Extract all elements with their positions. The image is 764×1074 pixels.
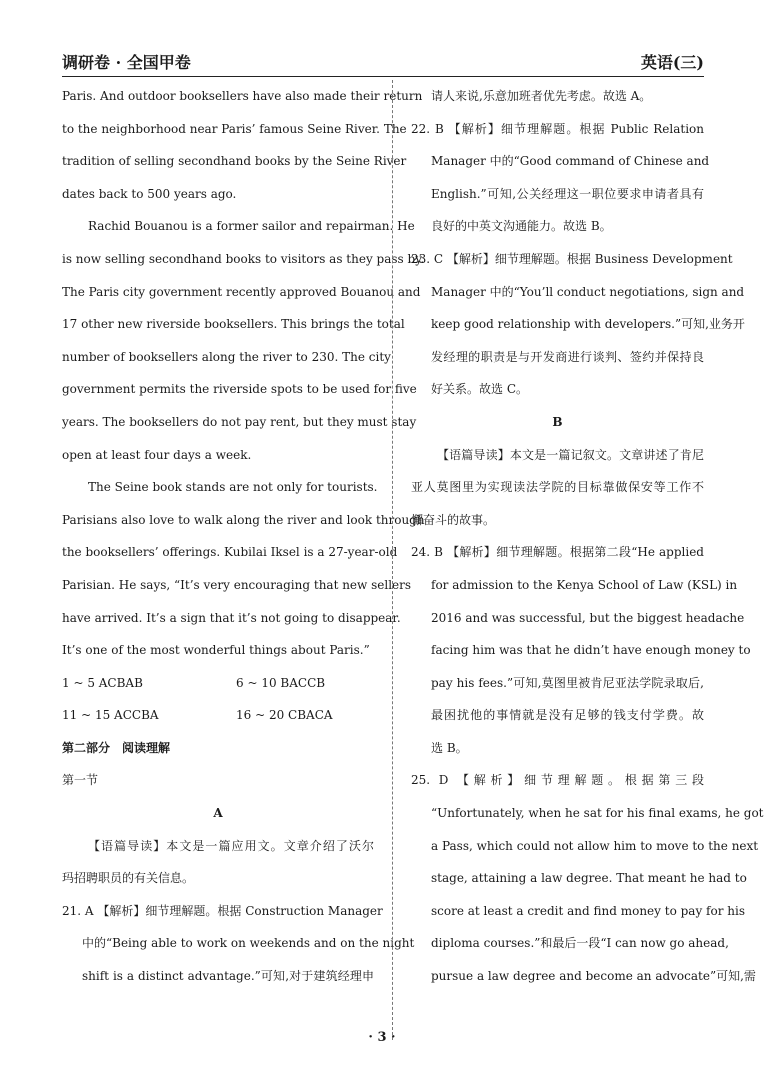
text-line: 23. C 【解析】细节理解题。根据 Business Development [411, 251, 733, 266]
text-line: number of booksellers along the river to 230. The city [62, 349, 391, 364]
column-divider [392, 80, 393, 1040]
text-line: 第一节 [62, 773, 99, 788]
text-line: pay his fees.”可知,莫图里被肯尼亚法学院录取后, [431, 675, 704, 690]
left-column [62, 80, 425, 993]
text-line: 25. D 【解析】细节理解题。根据第三段 [411, 773, 704, 788]
answer-range: 6 ~ 10 BACCB [236, 675, 326, 690]
text-line: 良好的中英文沟通能力。故选 B。 [431, 219, 612, 234]
text-line: Parisian. He says, “It’s very encouraging that new sellers [62, 577, 412, 592]
text-line: 21. A 【解析】细节理解题。根据 Construction Manager [62, 903, 383, 918]
text-line: open at least four days a week. [62, 447, 252, 462]
text-line: shift is a distinct advantage.”可知,对于建筑经理申 [82, 969, 374, 984]
text-line: 请人来说,乐意加班者优先考虑。故选 A。 [431, 89, 652, 103]
answer-key-row [62, 699, 374, 732]
text-line: to the neighborhood near Paris’ famous Seine River. The [62, 121, 407, 136]
text-line: 亚人莫图里为实现读法学院的目标靠做保安等工作不 [411, 480, 704, 495]
text-line: A [213, 806, 223, 821]
text-line: for admission to the Kenya School of Law (KSL) in [431, 577, 738, 592]
text-line: 24. B 【解析】细节理解题。根据第二段“He applied [411, 545, 704, 560]
text-line: the booksellers’ offerings. Kubilai Iksel is a 27-year-old [62, 545, 398, 560]
text-line: B [552, 414, 563, 429]
text-line: The Seine book stands are not only for tourists. [88, 480, 378, 495]
exam-title: 调研卷 · 全国甲卷 [62, 53, 191, 72]
text-line: It’s one of the most wonderful things about Paris.” [62, 643, 370, 658]
text-line: dates back to 500 years ago. [62, 186, 237, 201]
page-number: · 3 · [368, 1030, 396, 1045]
subject-title: 英语(三) [640, 53, 704, 72]
text-line: diploma courses.”和最后一段“I can now go ahead, [431, 936, 729, 951]
text-line: 玛招聘职员的有关信息。 [62, 871, 195, 886]
text-line: 2016 and was successful, but the biggest headache [431, 610, 745, 625]
text-line: Manager 中的“Good command of Chinese and [431, 154, 710, 169]
text-line: score at least a credit and find money to pay for his [431, 903, 745, 918]
text-line: 17 other new riverside booksellers. This brings the total [62, 317, 405, 332]
text-line: tradition of selling secondhand books by the Seine River [62, 154, 407, 169]
text-line: 发经理的职责是与开发商进行谈判、签约并保持良 [431, 349, 704, 364]
text-line: 中的“Being able to work on weekends and on the night [82, 936, 415, 951]
text-line: pursue a law degree and become an advocate”可知,需 [431, 969, 756, 984]
right-column [411, 80, 764, 993]
text-line: have arrived. It’s a sign that it’s not going to disappear. [62, 610, 401, 625]
text-line: government permits the riverside spots to be used for five [62, 382, 417, 397]
text-line: Manager 中的“You’ll conduct negotiations, sign and [431, 284, 745, 299]
text-line: The Paris city government recently approved Bouanou and [62, 284, 421, 299]
text-line: Parisians also love to walk along the river and look through [62, 512, 425, 527]
text-line: 【语篇导读】本文是一篇记叙文。文章讲述了肯尼 [437, 447, 704, 462]
text-line: Rachid Bouanou is a former sailor and repairman. He [88, 219, 415, 234]
text-line: years. The booksellers do not pay rent, but they must stay [62, 414, 417, 429]
text-line: 22. B 【解析】细节理解题。根据 Public Relation [411, 121, 704, 136]
text-line: keep good relationship with developers.”可知,业务开 [431, 317, 745, 332]
text-line: stage, attaining a law degree. That meant he had to [431, 871, 747, 886]
text-line: “Unfortunately, when he sat for his final exams, he got [431, 806, 764, 821]
text-line: 好关系。故选 C。 [431, 382, 528, 397]
text-line: 选 B。 [431, 740, 468, 755]
text-line: English.”可知,公关经理这一职位要求申请者具有 [431, 186, 704, 201]
text-line: a Pass, which could not allow him to move to the next [431, 838, 759, 853]
text-line: 最困扰他的事情就是没有足够的钱支付学费。故 [431, 708, 704, 723]
answer-range: 11 ~ 15 ACCBA [62, 708, 159, 723]
header-rule [62, 76, 704, 77]
text-line: facing him was that he didn’t have enough money to [431, 643, 751, 658]
answer-range: 16 ~ 20 CBACA [236, 708, 333, 723]
answer-key-row [62, 667, 374, 700]
text-line: 懈奋斗的故事。 [411, 512, 496, 527]
page-header [62, 42, 704, 74]
text-line: is now selling secondhand books to visitors as they pass by. [62, 251, 425, 266]
text-line: 第二部分 阅读理解 [62, 740, 171, 755]
answer-range: 1 ~ 5 ACBAB [62, 675, 143, 690]
text-line: 【语篇导读】本文是一篇应用文。文章介绍了沃尔 [88, 838, 374, 853]
text-line: Paris. And outdoor booksellers have also made their return [62, 89, 423, 103]
